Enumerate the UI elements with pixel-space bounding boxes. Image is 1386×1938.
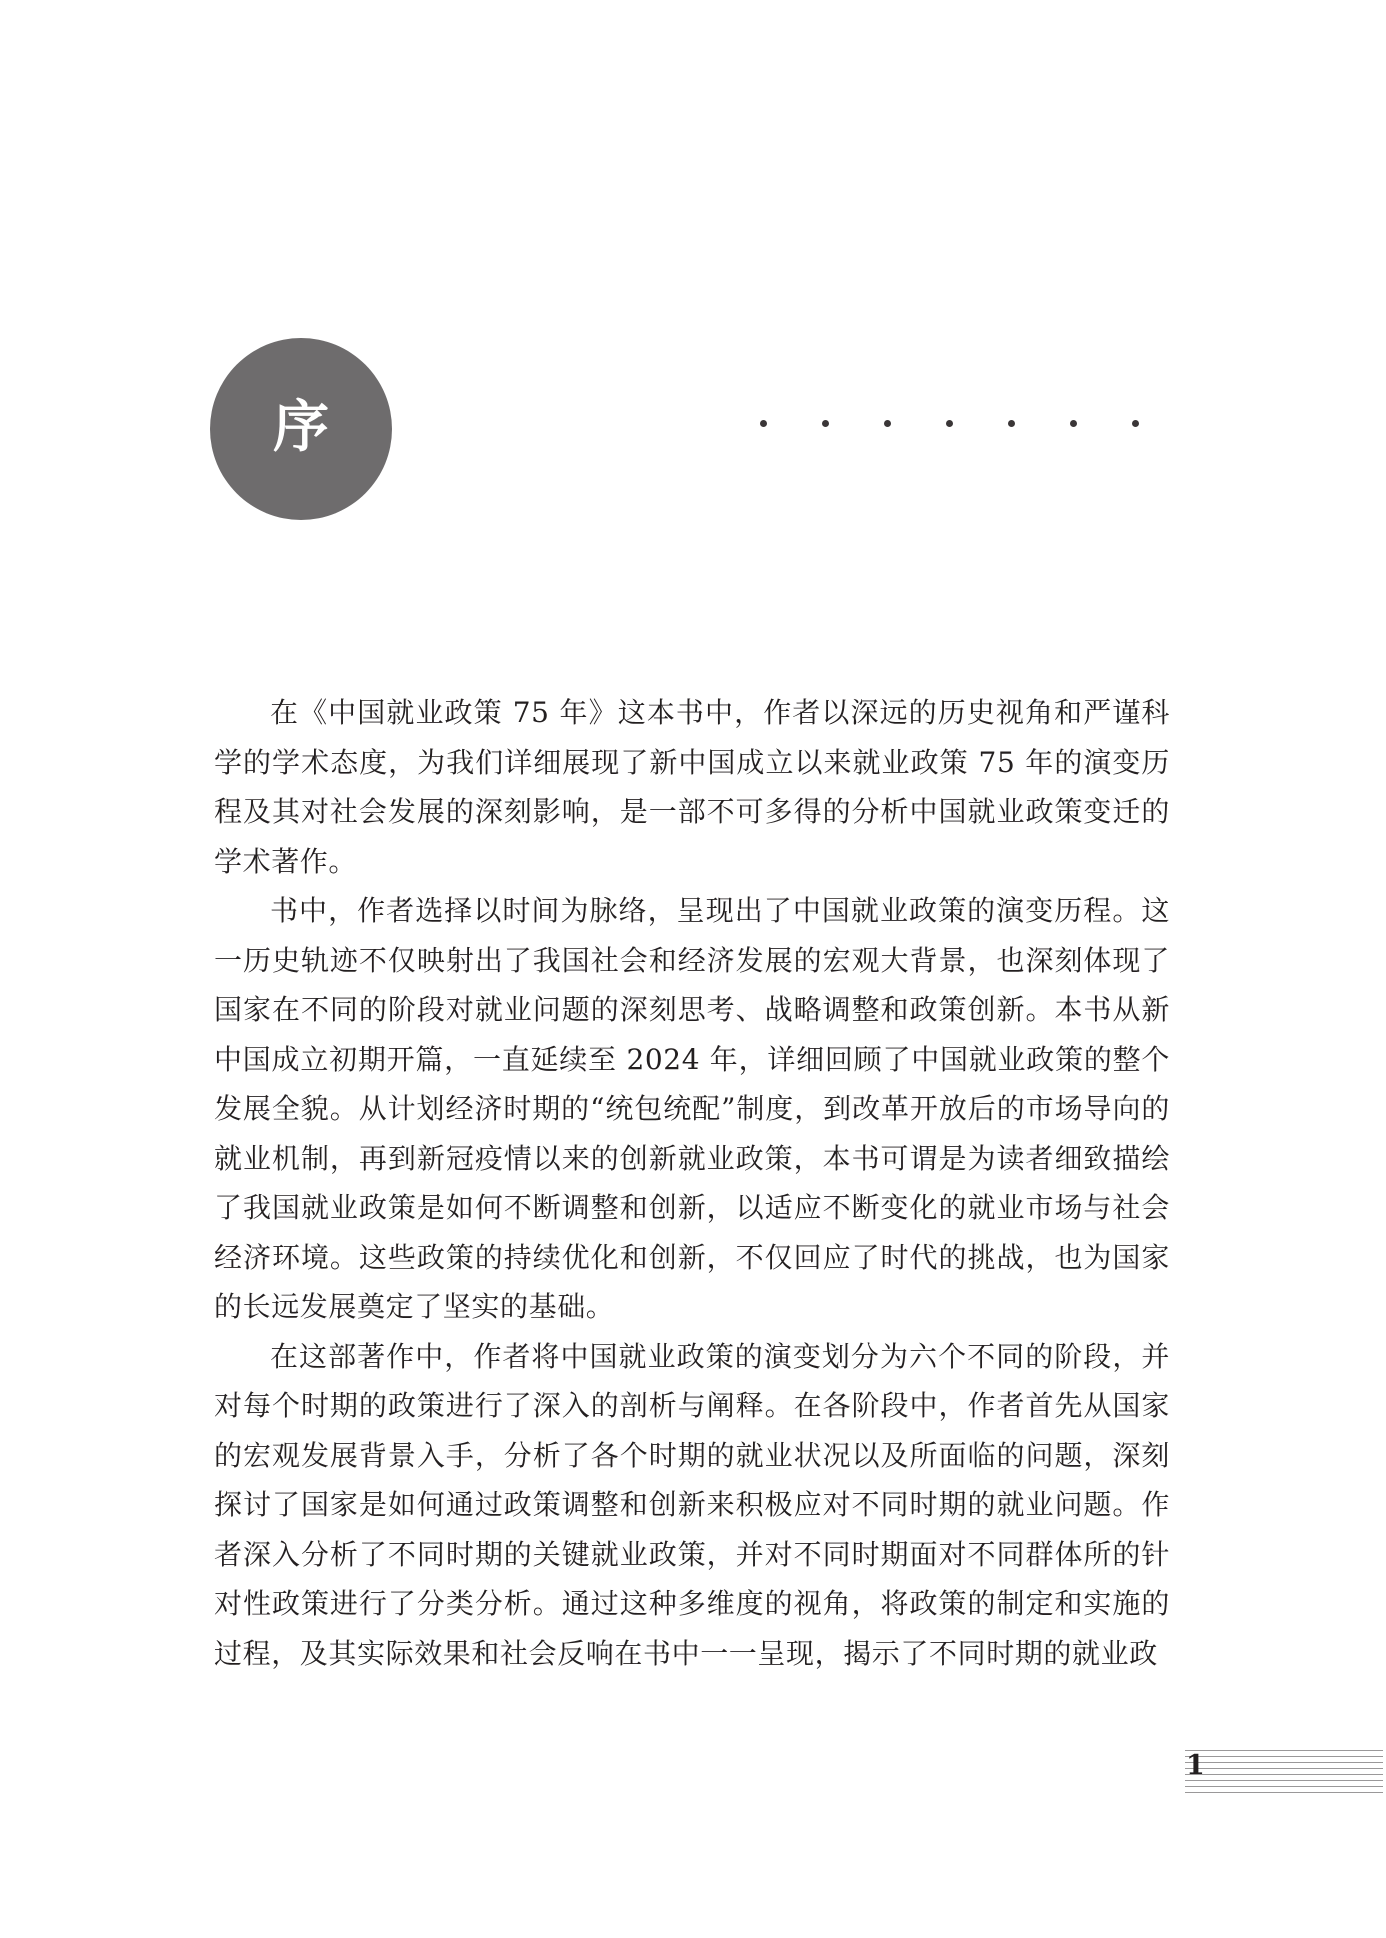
leader-dot — [822, 420, 829, 427]
leader-dot — [946, 420, 953, 427]
paragraph: 书中，作者选择以时间为脉络，呈现出了中国就业政策的演变历程。这一历史轨迹不仅映射出了我国社会和经济发展的宏观大背景，也深刻体现了国家在不同的阶段对就业问题的深刻思考、战略调整和政策创新。本书从新中国成立初期开篇，一直延续至 2024 年，详细回顾了中国就业政策的整个发展全貌。从计划经济时期的“统包统配”制度，到改革开放后的市场导向的就业机制，再到新冠疫情以来的创新就业政策，本书可谓是为读者细致描绘了我国就业政策是如何不断调整和创新，以适应不断变化的就业市场与社会经济环境。这些政策的持续优化和创新，不仅回应了时代的挑战，也为国家的长远发展奠定了坚实的基础。 — [214, 894, 1170, 1323]
folio-rule — [1185, 1780, 1383, 1781]
paragraph: 在这部著作中，作者将中国就业政策的演变划分为六个不同的阶段，并对每个时期的政策进行了深入的剖析与阐释。在各阶段中，作者首先从国家的宏观发展背景入手，分析了各个时期的就业状况以及所面临的问题，深刻探讨了国家是如何通过政策调整和创新来积极应对不同时期的就业问题。作者深入分析了不同时期的关键就业政策，并对不同时期面对不同群体所的针对性政策进行了分类分析。通过这种多维度的视角，将政策的制定和实施的过程，及其实际效果和社会反响在书中一一呈现，揭示了不同时期的就业政 — [214, 1339, 1170, 1670]
leader-dot — [884, 420, 891, 427]
leader-dot — [1008, 420, 1015, 427]
paragraph: 在《中国就业政策 75 年》这本书中，作者以深远的历史视角和严谨科学的学术态度，为我们详细展现了新中国成立以来就业政策 75 年的演变历程及其对社会发展的深刻影响，是一部不可多得的分析中国就业政策变迁的学术著作。 — [214, 696, 1170, 878]
chapter-title: 序 — [273, 394, 329, 460]
leader-dot — [1070, 420, 1077, 427]
preface-body — [214, 688, 1170, 1678]
folio-rule — [1185, 1768, 1383, 1769]
page-number-block — [1185, 1748, 1383, 1794]
leader-dot — [1132, 420, 1139, 427]
leader-dot — [760, 420, 767, 427]
folio-rule — [1185, 1762, 1383, 1763]
folio-rule — [1185, 1756, 1383, 1757]
folio-rule — [1185, 1750, 1383, 1751]
chapter-badge — [210, 338, 392, 520]
dot-leader — [760, 420, 1160, 430]
folio-rule — [1185, 1786, 1383, 1787]
page-number: 1 — [1186, 1750, 1205, 1781]
folio-rule — [1185, 1792, 1383, 1793]
folio-rule — [1185, 1774, 1383, 1775]
